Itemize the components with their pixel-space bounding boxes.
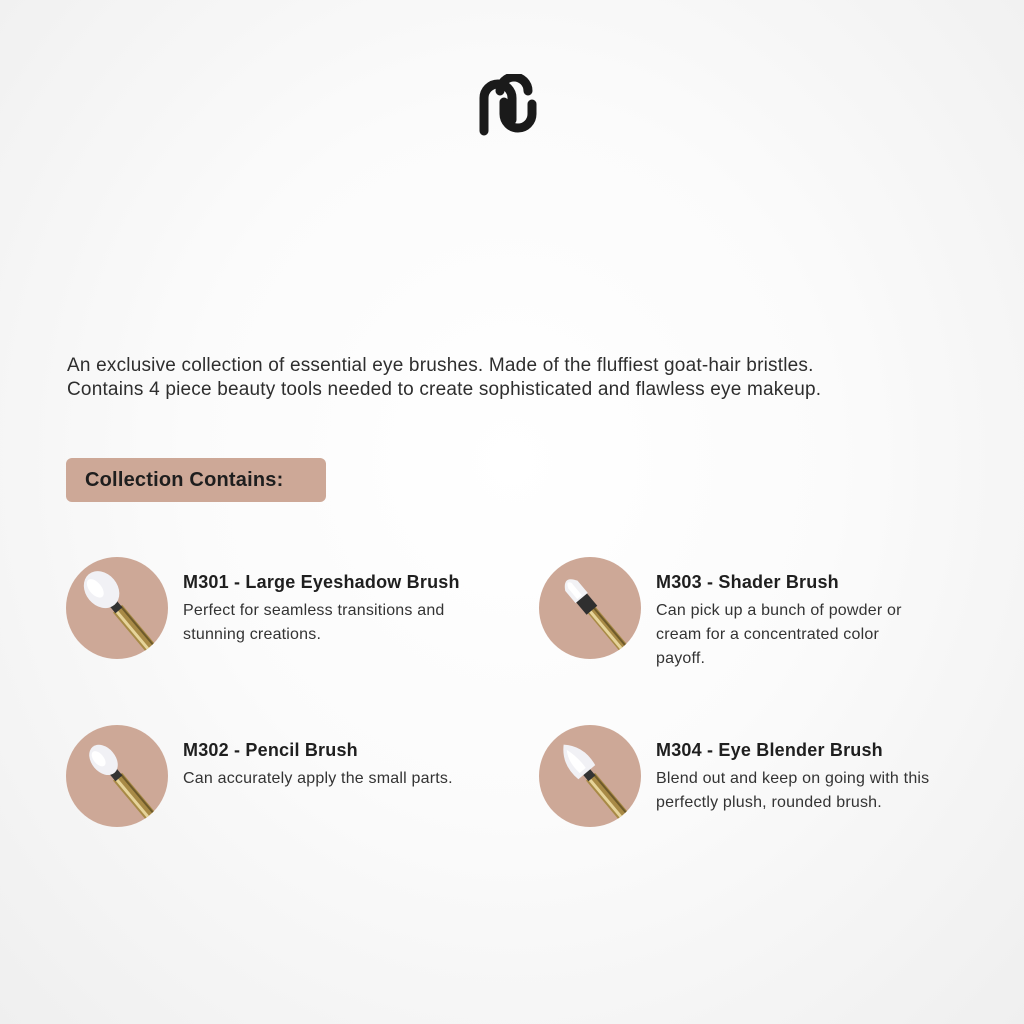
product-name: M302 - Pencil Brush [183, 740, 358, 760]
product-name: M304 - Eye Blender Brush [656, 740, 883, 760]
description-line-1: An exclusive collection of essential eye brushes. Made of the fluffiest goat-hair bristles. [67, 355, 814, 376]
eye-blender-brush-icon [539, 725, 641, 827]
product-description: Blend out and keep on going with this perfectly plush, rounded brush. [656, 770, 930, 811]
shader-brush-icon [539, 557, 641, 659]
large-eyeshadow-brush-icon [66, 557, 168, 659]
product-description: Can pick up a bunch of powder or cream for a concentrated color payoff. [656, 602, 902, 667]
collection-heading-badge [66, 458, 326, 502]
product-name: M301 - Large Eyeshadow Brush [183, 572, 460, 592]
description-line-2: Contains 4 piece beauty tools needed to create sophisticated and flawless eye makeup. [67, 379, 822, 400]
collection-description [67, 354, 987, 402]
pencil-brush-icon [66, 725, 168, 827]
product-description: Can accurately apply the small parts. [183, 770, 453, 787]
product-name: M303 - Shader Brush [656, 572, 839, 592]
product-description: Perfect for seamless transitions and stunning creations. [183, 602, 445, 643]
brand-logo-icon [477, 74, 547, 138]
collection-heading: Collection Contains: [85, 468, 284, 491]
